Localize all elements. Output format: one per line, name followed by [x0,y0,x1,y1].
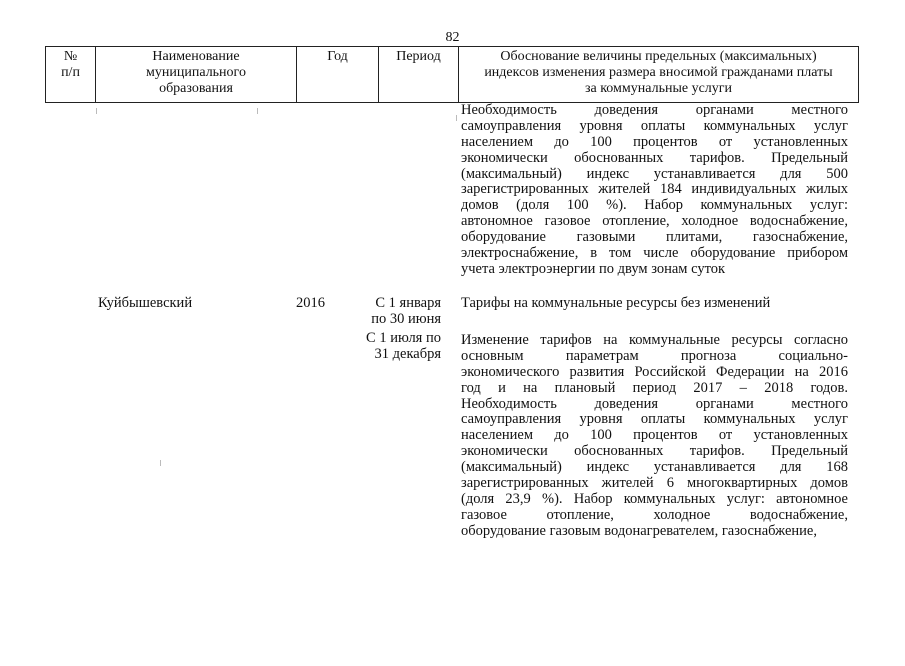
text-line: оборудование газовым водонагревателем, газоснабжение, [461,522,817,539]
text-line: зарегистрированных жителей 184 индивидуальных жилых [461,181,848,198]
text-line: самоуправления уровня оплаты коммунальных услуг [461,117,848,134]
text-line: экономически обоснованных тарифов. Предельный [461,443,848,460]
column-guide [96,108,97,114]
text-line: Необходимость доведения органами местного [461,395,848,412]
text-line: автономное газовое отопление, холодное водоснабжение, [461,213,848,230]
header-number: № п/п [45,47,95,102]
text-line: (доля 23,9 %). Набор коммунальных услуг: автономное [461,490,848,507]
page-number: 82 [445,30,460,45]
column-guide [456,115,457,121]
text-line: (максимальный) индекс устанавливается для 500 [461,165,848,182]
text-line: учета электроэнергии по двум зонам суток [461,260,726,277]
text-line: оборудование газовыми плитами, газоснабжение, [461,229,848,246]
justification-continued [461,103,848,278]
header-municipality: Наименование муниципального образования [95,47,296,102]
text-line: основным параметрам прогноза социально- [461,347,848,364]
period-first-half: С 1 января по 30 июня [371,295,441,327]
text-line: населением до 100 процентов от установленных [461,427,848,444]
text-line: зарегистрированных жителей 6 многоквартирных домов [461,475,848,492]
header-justification: Обоснование величины предельных (максимальных) индексов изменения размера вносимой гражданами платы за коммунальные услуги [458,47,859,102]
period-second-half: С 1 июля по 31 декабря [366,330,441,362]
table-header-row [45,46,859,103]
text-line: газовое отопление, холодное водоснабжение, [461,506,848,523]
header-year: Год [296,47,378,102]
text-line: экономически обоснованных тарифов. Предельный [461,149,848,166]
text-line: Изменение тарифов на коммунальные ресурсы согласно [461,332,848,348]
text-line: самоуправления уровня оплаты коммунальных услуг [461,411,848,428]
text-line: домов (доля 100 %). Набор коммунальных услуг: [461,197,848,214]
column-guide [257,108,258,114]
year-value: 2016 [296,295,325,311]
column-guide [160,460,161,466]
text-line: электроснабжение, в том числе оборудование прибором [461,245,848,262]
period-first-half-justification: Тарифы на коммунальные ресурсы без изменений [461,295,771,311]
municipality-name: Куйбышевский [98,295,193,311]
text-line: (максимальный) индекс устанавливается для 168 [461,459,848,476]
text-line: Необходимость доведения органами местного [461,102,848,118]
period-second-half-justification [461,333,848,540]
text-line: экономического развития Российской Федерации на 2016 [461,363,848,380]
header-period: Период [378,47,458,102]
text-line: населением до 100 процентов от установленных [461,133,848,150]
text-line: год и на плановый период 2017 – 2018 годов. [461,379,848,396]
